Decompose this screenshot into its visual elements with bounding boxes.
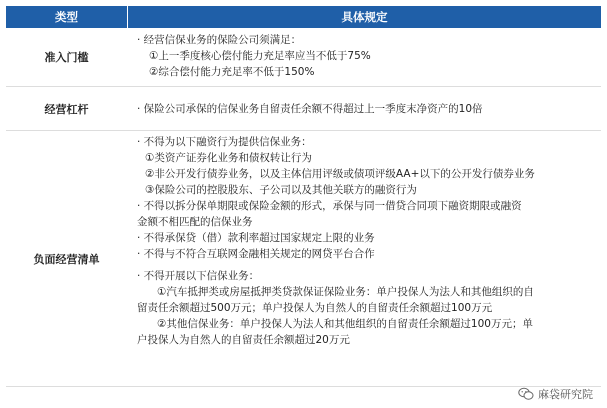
row-rules: [127, 131, 601, 386]
row-type: 准入门槛: [44, 51, 89, 64]
table-row-leverage: [6, 87, 601, 131]
header-type: 类型: [6, 6, 128, 28]
rule-line: · 保险公司承保的信保业务自留责任余额不得超过上一季度末净资产的10倍: [137, 102, 483, 115]
rule-line: · 不得以拆分保单期限或保险金额的形式，承保与同一借贷合同项下融资期限或融资: [137, 200, 522, 212]
watermark: [518, 386, 593, 402]
regulation-table: [6, 6, 601, 387]
rule-line: 户投保人为自然人的自留责任余额超过20万元: [137, 334, 350, 346]
watermark-text: 麻袋研究院: [538, 388, 593, 401]
row-type: 负面经营清单: [33, 252, 100, 266]
rule-line: ②其他信保业务：单户投保人为法人和其他组织的自留责任余额超过100万元；单: [157, 318, 533, 330]
rule-line: · 经营信保业务的保险公司须满足：: [137, 34, 302, 46]
rule-line: · 不得承保贷（借）款利率超过国家规定上限的业务: [137, 232, 375, 244]
table-row-negative-list: [6, 131, 601, 387]
rule-line: ①汽车抵押类或房屋抵押类贷款保证保险业务：单户投保人为法人和其他组织的自: [157, 286, 534, 298]
row-rules: [127, 87, 601, 130]
rule-line: · 不得开展以下信保业务：: [137, 270, 260, 282]
rule-line: · 不得为以下融资行为提供信保业务：: [137, 136, 312, 148]
rule-line: · 不得与不符合互联网金融相关规定的网贷平台合作: [137, 248, 375, 260]
rule-line: ①上一季度核心偿付能力充足率应当不低于75%: [149, 50, 371, 62]
rule-line: ③保险公司的控股股东、子公司以及其他关联方的融资行为: [145, 184, 417, 196]
row-rules: [127, 28, 601, 86]
row-type: 经营杠杆: [44, 102, 89, 116]
rule-line: 留责任余额超过500万元；单户投保人为自然人的自留责任余额超过100万元: [137, 302, 493, 314]
header-rules: 具体规定: [341, 10, 388, 24]
rule-line: 金额不相匹配的信保业务: [137, 216, 253, 228]
wechat-icon: [518, 387, 534, 401]
rule-line: ②综合偿付能力充足率不低于150%: [149, 66, 315, 78]
rule-line: ②非公开发行债券业务，以及主体信用评级或债项评级AA+以下的公开发行债券业务: [145, 168, 535, 180]
table-header: [6, 6, 601, 28]
table-row-entry-threshold: [6, 28, 601, 87]
rule-line: ①类资产证券化业务和债权转让行为: [145, 152, 312, 164]
